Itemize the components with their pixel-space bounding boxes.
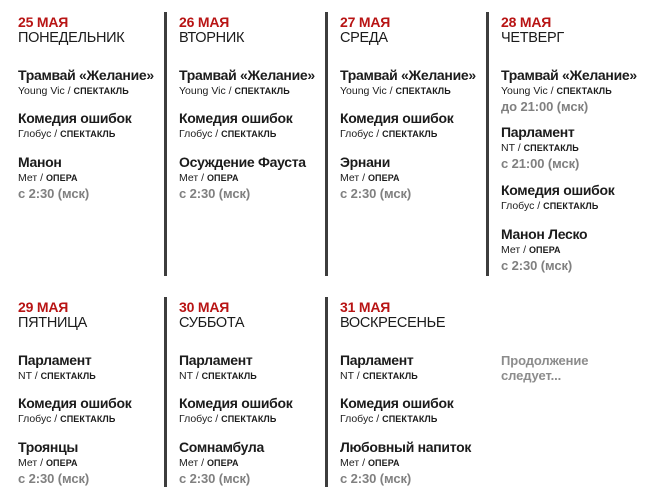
event-venue: NT xyxy=(18,370,32,382)
event-venue: Young Vic xyxy=(179,85,226,97)
event xyxy=(179,154,339,202)
event-title: Парламент xyxy=(18,352,92,368)
event-type: СПЕКТАКЛЬ xyxy=(382,414,438,424)
event-type: ОПЕРА xyxy=(528,245,561,255)
event-type: СПЕКТАКЛЬ xyxy=(234,86,290,96)
day-column xyxy=(501,14,650,273)
day-weekday: ПЯТНИЦА xyxy=(18,315,87,331)
day-column xyxy=(179,299,334,486)
event-meta: Мет / ОПЕРА xyxy=(18,172,78,184)
day-date: 31 МАЯ xyxy=(340,299,391,315)
event-venue: Young Vic xyxy=(18,85,65,97)
event-type: СПЕКТАКЛЬ xyxy=(221,129,277,139)
day-weekday: ВТОРНИК xyxy=(179,30,245,46)
event-venue: Мет xyxy=(501,244,521,256)
event xyxy=(340,395,500,426)
event-title: Осуждение Фауста xyxy=(179,154,306,170)
day-date: 26 МАЯ xyxy=(179,14,230,30)
event-title: Комедия ошибок xyxy=(18,395,132,411)
event xyxy=(179,352,339,383)
day-weekday: СУББОТА xyxy=(179,315,245,331)
day-column xyxy=(18,14,173,201)
event-meta: Мет / ОПЕРА xyxy=(179,457,239,469)
column-separator xyxy=(325,12,328,276)
event-type: ОПЕРА xyxy=(367,458,400,468)
day-date: 25 МАЯ xyxy=(18,14,69,30)
event-meta: Young Vic / СПЕКТАКЛЬ xyxy=(501,85,612,97)
event-type: ОПЕРА xyxy=(206,173,239,183)
event-meta: Глобус / СПЕКТАКЛЬ xyxy=(340,413,438,425)
event-title: Трамвай «Желание» xyxy=(179,67,315,83)
event-title: Трамвай «Желание» xyxy=(340,67,476,83)
event-meta: Мет / ОПЕРА xyxy=(18,457,78,469)
event-meta: NT / СПЕКТАКЛЬ xyxy=(18,370,96,382)
event-title: Комедия ошибок xyxy=(179,395,293,411)
event-type: СПЕКТАКЛЬ xyxy=(382,129,438,139)
day-date: 30 МАЯ xyxy=(179,299,230,315)
event-venue: Глобус xyxy=(18,413,52,425)
event-type: СПЕКТАКЛЬ xyxy=(60,129,116,139)
event-time: до 21:00 (мск) xyxy=(501,99,589,114)
event xyxy=(18,110,178,141)
column-separator xyxy=(486,12,489,276)
event-type: ОПЕРА xyxy=(367,173,400,183)
event xyxy=(179,110,339,141)
event-type: СПЕКТАКЛЬ xyxy=(221,414,277,424)
event-title: Комедия ошибок xyxy=(501,182,615,198)
day-column xyxy=(18,299,173,486)
event-meta: Глобус / СПЕКТАКЛЬ xyxy=(179,413,277,425)
event xyxy=(501,124,650,172)
event-meta: Мет / ОПЕРА xyxy=(501,244,561,256)
event-meta: NT / СПЕКТАКЛЬ xyxy=(501,142,579,154)
event xyxy=(501,182,650,213)
event-meta: Глобус / СПЕКТАКЛЬ xyxy=(18,128,116,140)
day-column xyxy=(179,14,334,201)
day-date: 27 МАЯ xyxy=(340,14,391,30)
event-meta: NT / СПЕКТАКЛЬ xyxy=(179,370,257,382)
event-type: СПЕКТАКЛЬ xyxy=(201,371,257,381)
event xyxy=(18,395,178,426)
event-title: Любовный напиток xyxy=(340,439,472,455)
event-time: с 2:30 (мск) xyxy=(501,258,573,273)
event-meta: Глобус / СПЕКТАКЛЬ xyxy=(179,128,277,140)
event xyxy=(18,439,178,487)
event xyxy=(340,352,500,383)
day-weekday: ЧЕТВЕРГ xyxy=(501,30,564,46)
event-title: Манон xyxy=(18,154,62,170)
event-meta: Мет / ОПЕРА xyxy=(340,172,400,184)
event xyxy=(179,67,339,98)
event-venue: Глобус xyxy=(340,128,374,140)
event xyxy=(18,352,178,383)
event xyxy=(179,439,339,487)
event-title: Парламент xyxy=(340,352,414,368)
event xyxy=(340,67,500,98)
event-meta: Young Vic / СПЕКТАКЛЬ xyxy=(179,85,290,97)
event xyxy=(340,154,500,202)
event-title: Комедия ошибок xyxy=(18,110,132,126)
event xyxy=(179,395,339,426)
event-meta: Young Vic / СПЕКТАКЛЬ xyxy=(340,85,451,97)
day-weekday: СРЕДА xyxy=(340,30,388,46)
event-venue: Мет xyxy=(340,457,360,469)
day-date: 29 МАЯ xyxy=(18,299,69,315)
event xyxy=(340,110,500,141)
event-type: ОПЕРА xyxy=(45,458,78,468)
event-type: СПЕКТАКЛЬ xyxy=(40,371,96,381)
continuation-note: Продолжение следует... xyxy=(501,353,589,383)
event-time: с 2:30 (мск) xyxy=(18,186,90,201)
event-type: СПЕКТАКЛЬ xyxy=(395,86,451,96)
event-meta: Young Vic / СПЕКТАКЛЬ xyxy=(18,85,129,97)
event-title: Эрнани xyxy=(340,154,391,170)
day-column xyxy=(340,14,495,201)
event-type: СПЕКТАКЛЬ xyxy=(73,86,129,96)
event-title: Комедия ошибок xyxy=(340,110,454,126)
event-type: ОПЕРА xyxy=(206,458,239,468)
event-meta: NT / СПЕКТАКЛЬ xyxy=(340,370,418,382)
event-venue: Young Vic xyxy=(501,85,548,97)
column-separator xyxy=(164,12,167,276)
event-title: Парламент xyxy=(501,124,575,140)
event-venue: Мет xyxy=(18,172,38,184)
event-meta: Мет / ОПЕРА xyxy=(179,172,239,184)
event xyxy=(18,67,178,98)
event-venue: Глобус xyxy=(18,128,52,140)
event-venue: Мет xyxy=(179,172,199,184)
event xyxy=(501,67,650,115)
event-meta: Глобус / СПЕКТАКЛЬ xyxy=(340,128,438,140)
event-time: с 2:30 (мск) xyxy=(340,186,412,201)
event-venue: Глобус xyxy=(501,200,535,212)
event-title: Манон Леско xyxy=(501,226,588,242)
event-time: с 2:30 (мск) xyxy=(18,471,90,486)
event-meta: Глобус / СПЕКТАКЛЬ xyxy=(501,200,599,212)
event-meta: Мет / ОПЕРА xyxy=(340,457,400,469)
event-venue: Глобус xyxy=(179,413,213,425)
day-weekday: ПОНЕДЕЛЬНИК xyxy=(18,30,125,46)
event-venue: Young Vic xyxy=(340,85,387,97)
event-venue: Глобус xyxy=(340,413,374,425)
event-time: с 2:30 (мск) xyxy=(340,471,412,486)
event-title: Трамвай «Желание» xyxy=(501,67,637,83)
event-title: Трамвай «Желание» xyxy=(18,67,154,83)
event-time: с 21:00 (мск) xyxy=(501,156,580,171)
event-title: Парламент xyxy=(179,352,253,368)
event-venue: NT xyxy=(179,370,193,382)
event-meta: Глобус / СПЕКТАКЛЬ xyxy=(18,413,116,425)
event xyxy=(501,226,650,274)
event xyxy=(340,439,500,487)
event-type: СПЕКТАКЛЬ xyxy=(523,143,579,153)
event-type: СПЕКТАКЛЬ xyxy=(60,414,116,424)
event-venue: Глобус xyxy=(179,128,213,140)
event-venue: Мет xyxy=(18,457,38,469)
event-type: СПЕКТАКЛЬ xyxy=(362,371,418,381)
day-date: 28 МАЯ xyxy=(501,14,552,30)
event-venue: Мет xyxy=(340,172,360,184)
event-type: СПЕКТАКЛЬ xyxy=(556,86,612,96)
event-title: Комедия ошибок xyxy=(179,110,293,126)
event xyxy=(18,154,178,202)
day-column xyxy=(340,299,495,486)
event-title: Комедия ошибок xyxy=(340,395,454,411)
event-type: ОПЕРА xyxy=(45,173,78,183)
event-time: с 2:30 (мск) xyxy=(179,186,251,201)
event-title: Троянцы xyxy=(18,439,79,455)
event-venue: NT xyxy=(340,370,354,382)
event-venue: NT xyxy=(501,142,515,154)
event-title: Сомнамбула xyxy=(179,439,264,455)
event-time: с 2:30 (мск) xyxy=(179,471,251,486)
event-venue: Мет xyxy=(179,457,199,469)
day-weekday: ВОСКРЕСЕНЬЕ xyxy=(340,315,446,331)
event-type: СПЕКТАКЛЬ xyxy=(543,201,599,211)
